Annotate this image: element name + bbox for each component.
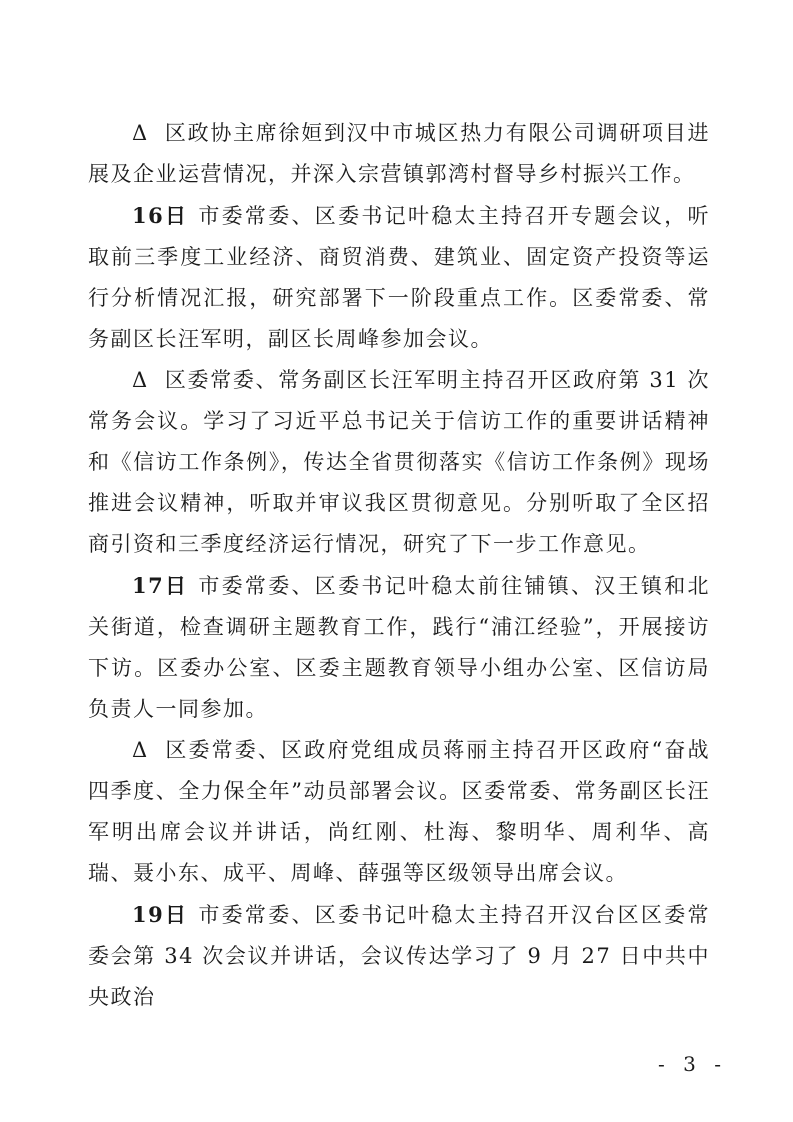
paragraph-text: 市委常委、区委书记叶稳太前往铺镇、汉王镇和北关街道，检查调研主题教育工作，践行“浦江经验”，开展接访下访。区委办公室、区委主题教育领导小组办公室、区信访局负责人一同参加。	[88, 574, 710, 721]
paragraph	[88, 360, 710, 565]
paragraph	[88, 894, 710, 1018]
document-body	[88, 113, 710, 1018]
triangle-bullet-icon: Δ	[132, 121, 149, 145]
triangle-bullet-icon: Δ	[132, 738, 149, 762]
triangle-bullet-icon: Δ	[132, 368, 149, 392]
date-label: 17日	[132, 573, 189, 598]
paragraph	[88, 195, 710, 360]
paragraph	[88, 730, 710, 894]
paragraph	[88, 113, 710, 195]
date-label: 19日	[132, 902, 189, 927]
paragraph-text: 区委常委、区政府党组成员蒋丽主持召开区政府“奋战四季度、全力保全年”动员部署会议。区委常委、常务副区长汪军明出席会议并讲话，尚红刚、杜海、黎明华、周利华、高瑞、聂小东、成平、周峰、薛强等区级领导出席会议。	[88, 738, 710, 885]
page-number: - 3 -	[658, 1052, 727, 1076]
paragraph	[88, 565, 710, 730]
paragraph-text: 市委常委、区委书记叶稳太主持召开专题会议，听取前三季度工业经济、商贸消费、建筑业、固定资产投资等运行分析情况汇报，研究部署下一阶段重点工作。区委常委、常务副区长汪军明，副区长周峰参加会议。	[88, 204, 710, 351]
date-label: 16日	[132, 203, 189, 228]
paragraph-text: 区委常委、常务副区长汪军明主持召开区政府第 31 次常务会议。学习了习近平总书记关于信访工作的重要讲话精神和《信访工作条例》，传达全省贯彻落实《信访工作条例》现场推进会议精神，听取并审议我区贯彻意见。分别听取了全区招商引资和三季度经济运行情况，研究了下一步工作意见。	[88, 368, 710, 556]
paragraph-text: 市委常委、区委书记叶稳太主持召开汉台区区委常委会第 34 次会议并讲话，会议传达学习了 9 月 27 日中共中央政治	[88, 903, 710, 1009]
paragraph-text: 区政协主席徐姮到汉中市城区热力有限公司调研项目进展及企业运营情况，并深入宗营镇郭湾村督导乡村振兴工作。	[88, 121, 710, 186]
